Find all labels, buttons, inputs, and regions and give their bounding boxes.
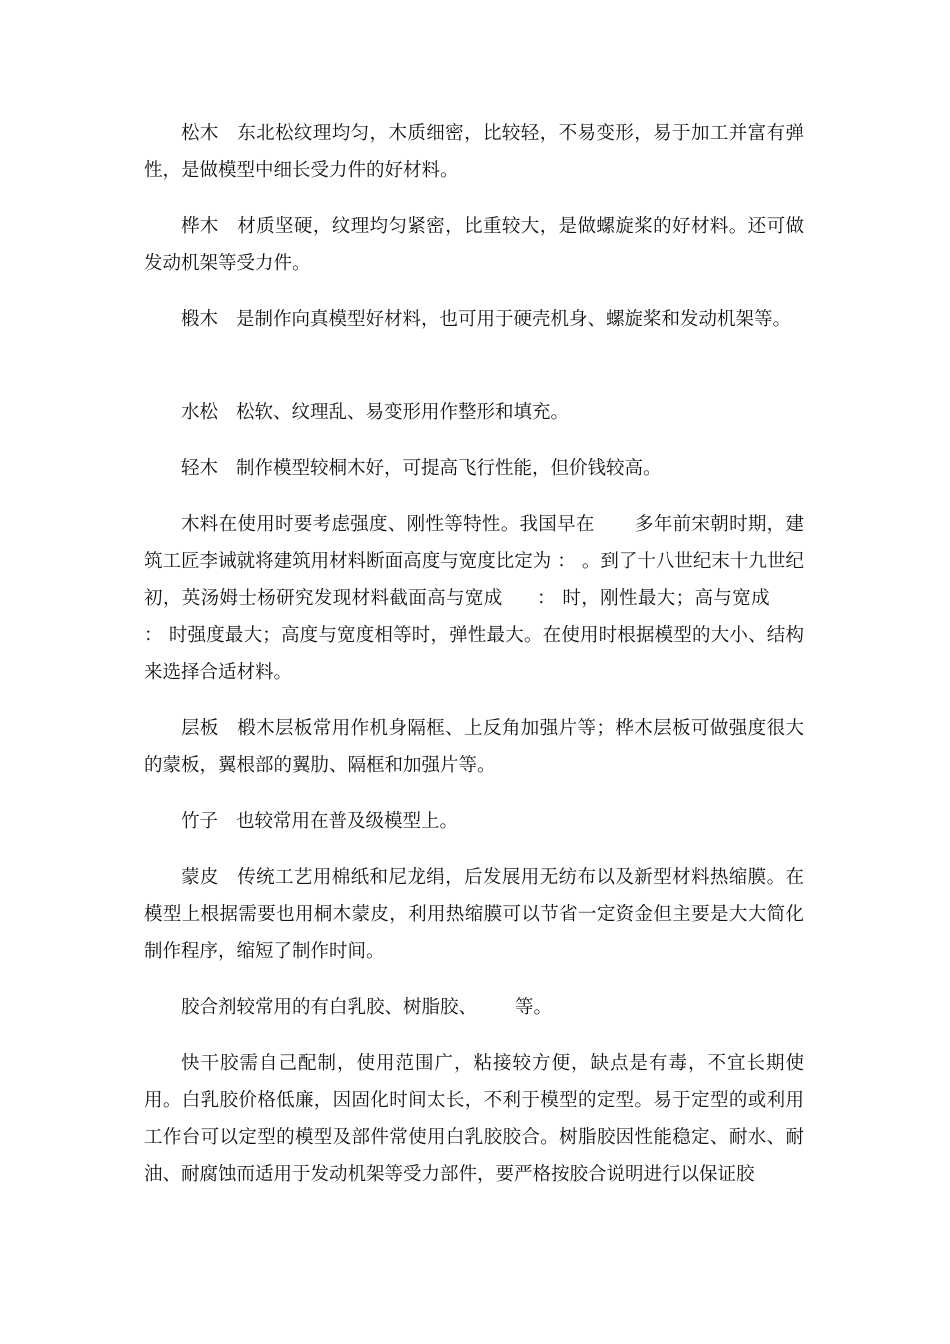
wood-text-d: 。到了十八世纪末十九世纪初，英汤姆士杨研究发现材料截面高与宽成 — [144, 551, 804, 609]
glue-text-a: 胶合剂较常用的有白乳胶、树脂胶、 — [181, 997, 478, 1018]
wood-text-a: 木料在使用时要考虑强度、刚性等特性。我国早在 — [181, 514, 595, 535]
paragraph-bamboo — [144, 803, 804, 840]
wood-text-e: ： — [536, 588, 556, 609]
glue-text-b: 等。 — [515, 997, 553, 1018]
paragraph-birch — [144, 208, 804, 282]
paragraph-wood-properties — [144, 506, 804, 691]
paragraph-basswood — [144, 301, 804, 338]
term-pine: 松木 — [181, 123, 219, 144]
wood-text-h: 时强度最大；高度与宽度相等时，弹性最大。在使用时根据模型的大小、结构来选择合适材料。 — [144, 625, 804, 683]
paragraph-covering — [144, 859, 804, 970]
term-basswood: 椴木 — [181, 309, 219, 330]
wood-text-c: ： — [557, 551, 576, 572]
text-plywood: 椴木层板常用作机身隔框、上反角加强片等；桦木层板可做强度很大的蒙板，翼根部的翼肋、隔框和加强片等。 — [144, 718, 804, 776]
text-bamboo: 也较常用在普及级模型上。 — [236, 811, 459, 832]
paragraph-plywood — [144, 710, 804, 784]
text-pine: 东北松纹理均匀，木质细密，比较轻，不易变形，易于加工并富有弹性，是做模型中细长受力件的好材料。 — [144, 123, 804, 181]
paragraph-pine — [144, 115, 804, 189]
wood-text-b: 多年前宋朝时期，建筑工匠李诫就将建筑用材料断面高度与宽度比定为 — [144, 514, 804, 572]
term-bamboo: 竹子 — [181, 811, 219, 832]
term-covering: 蒙皮 — [181, 867, 219, 888]
text-birch: 材质坚硬，纹理均匀紧密，比重较大，是做螺旋桨的好材料。还可做发动机架等受力件。 — [144, 216, 804, 274]
text-covering: 传统工艺用棉纸和尼龙绢，后发展用无纺布以及新型材料热缩膜。在模型上根据需要也用桐木蒙皮，利用热缩膜可以节省一定资金但主要是大大简化制作程序，缩短了制作时间。 — [144, 867, 804, 962]
text-balsa: 制作模型较桐木好，可提高飞行性能，但价钱较高。 — [236, 458, 662, 479]
term-balsa: 轻木 — [181, 458, 219, 479]
paragraph-quick-glue — [144, 1045, 804, 1193]
document-body — [144, 115, 804, 1212]
text-water-pine: 松软、纹理乱、易变形用作整形和填充。 — [236, 402, 570, 423]
wood-text-g: ： — [144, 625, 163, 646]
wood-text-f: 时，刚性最大；高与宽成 — [561, 588, 770, 609]
paragraph-adhesives — [144, 989, 804, 1026]
text-quick-glue: 快干胶需自己配制，使用范围广，粘接较方便，缺点是有毒，不宜长期使用。白乳胶价格低廉，因固化时间太长，不利于模型的定型。易于定型的或利用工作台可以定型的模型及部件常使用白乳胶胶合。树脂胶因性能稳定、耐水、耐油、耐腐蚀而适用于发动机架等受力部件，要严格按胶合说明进行以保证胶 — [144, 1053, 804, 1185]
term-water-pine: 水松 — [181, 402, 219, 423]
paragraph-water-pine — [144, 394, 804, 431]
paragraph-balsa — [144, 450, 804, 487]
text-basswood: 是制作向真模型好材料，也可用于硬壳机身、螺旋桨和发动机架等。 — [236, 309, 792, 330]
term-birch: 桦木 — [181, 216, 219, 237]
term-plywood: 层板 — [181, 718, 219, 739]
